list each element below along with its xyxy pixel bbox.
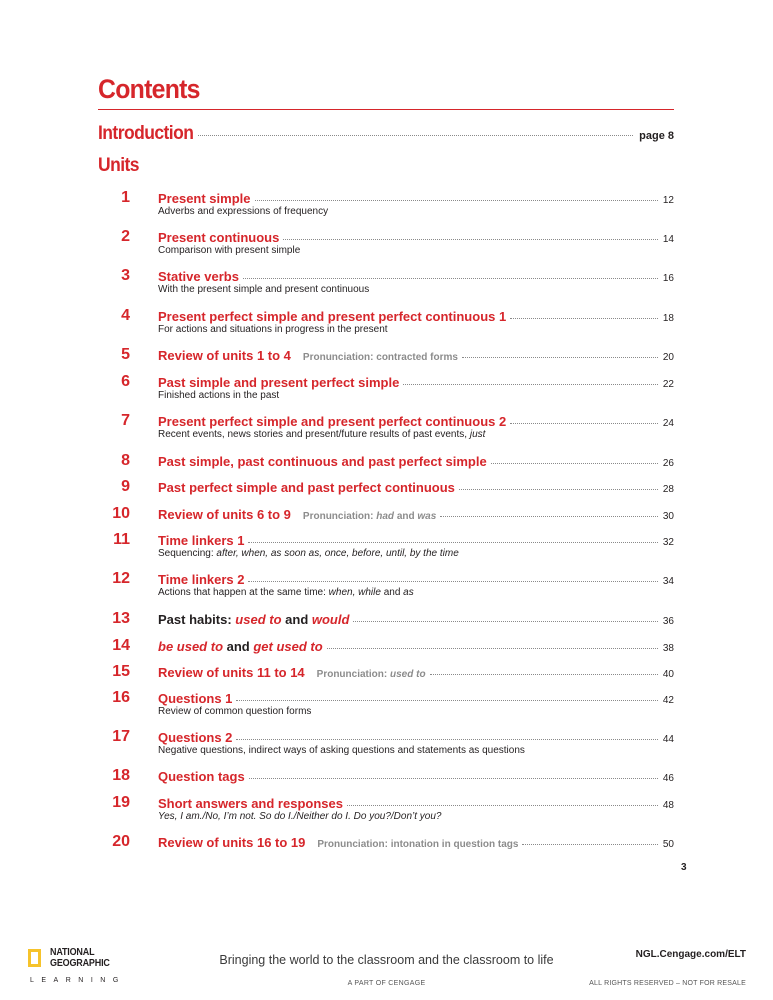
unit-page: 26 xyxy=(662,458,674,469)
dot-leader xyxy=(243,278,658,279)
unit-page: 28 xyxy=(662,484,674,495)
page-number: 3 xyxy=(681,862,687,873)
unit-page: 46 xyxy=(662,773,674,784)
unit-subtitle xyxy=(158,429,485,440)
text-segment: Past habits: xyxy=(158,612,236,627)
unit-page: 32 xyxy=(662,537,674,548)
text-segment: With the present simple and present continuous xyxy=(158,284,370,295)
unit-title-row xyxy=(158,691,674,706)
unit-number: 1 xyxy=(121,189,130,206)
text-segment: Past perfect simple and past perfect continuous xyxy=(158,480,455,495)
footer-url[interactable]: NGL.Cengage.com/ELT xyxy=(635,949,746,960)
unit-number: 6 xyxy=(121,373,130,390)
unit-number: 19 xyxy=(112,794,130,811)
unit-subtitle xyxy=(158,284,369,295)
unit-number: 11 xyxy=(113,531,130,548)
dot-leader xyxy=(327,648,658,649)
unit-number: 5 xyxy=(121,346,130,363)
dot-leader xyxy=(459,489,658,490)
italic-text: get used to xyxy=(253,639,323,654)
text-segment: Time linkers 1 xyxy=(158,533,245,548)
text-segment: Pronunciation: contracted forms xyxy=(302,352,458,363)
unit-number: 14 xyxy=(112,637,130,654)
unit-title xyxy=(158,454,487,469)
text-segment: Review of units 6 to 9 xyxy=(158,507,291,522)
unit-subtitle xyxy=(158,548,459,559)
dot-leader xyxy=(283,239,658,240)
text-segment: and xyxy=(281,612,312,627)
dot-leader xyxy=(353,621,657,622)
text-segment: and xyxy=(394,511,418,522)
text-segment: Recent events, news stories and present/future results of past events, xyxy=(158,429,470,440)
unit-title xyxy=(158,533,244,548)
italic-text: after, when, as soon as, once, before, until, by the time xyxy=(216,548,459,559)
footer-tagline: Bringing the world to the classroom and the classroom to life xyxy=(219,953,554,967)
unit-subtitle xyxy=(158,587,414,598)
unit-title xyxy=(158,480,455,495)
unit-title-row xyxy=(158,309,674,324)
text-segment: Finished actions in the past xyxy=(158,390,280,401)
unit-number: 13 xyxy=(112,610,130,627)
unit-page: 50 xyxy=(662,839,674,850)
unit-title-row xyxy=(158,769,674,784)
unit-title-row xyxy=(158,572,674,587)
italic-text: Yes, I am./No, I’m not. So do I./Neither do I. Do you?/Don’t you? xyxy=(158,811,442,822)
unit-page: 48 xyxy=(662,800,674,811)
text-segment: Comparison with present simple xyxy=(158,245,301,256)
unit-page: 16 xyxy=(662,273,674,284)
text-segment: Adverbs and expressions of frequency xyxy=(158,206,329,217)
text-segment: Questions 2 xyxy=(158,730,233,745)
unit-number: 9 xyxy=(121,478,130,495)
unit-pronunciation xyxy=(303,352,458,363)
unit-title xyxy=(158,665,305,680)
unit-subtitle xyxy=(158,390,279,401)
dot-leader xyxy=(198,135,634,136)
unit-title-row xyxy=(158,454,674,469)
unit-title xyxy=(158,691,232,706)
unit-title-row xyxy=(158,480,674,495)
text-segment: Time linkers 2 xyxy=(158,572,245,587)
text-segment: Pronunciation: intonation in question tags xyxy=(317,839,519,850)
text-segment: Present perfect simple and present perfect continuous 2 xyxy=(158,414,507,429)
unit-page: 30 xyxy=(662,511,674,522)
logo-text-geographic: GEOGRAPHIC xyxy=(50,958,110,969)
dot-leader xyxy=(249,778,658,779)
dot-leader xyxy=(403,384,658,385)
unit-title xyxy=(158,269,239,284)
dot-leader xyxy=(236,739,657,740)
dot-leader xyxy=(248,581,657,582)
footer-rights: ALL RIGHTS RESERVED – NOT FOR RESALE xyxy=(589,980,746,987)
text-segment: Present continuous xyxy=(158,230,280,245)
unit-page: 12 xyxy=(662,195,674,206)
unit-number: 10 xyxy=(112,505,130,522)
unit-title-row xyxy=(158,730,674,745)
text-segment: Past simple, past continuous and past perfect simple xyxy=(158,454,487,469)
footer-cengage: A PART OF CENGAGE xyxy=(347,980,426,987)
unit-title-row xyxy=(158,348,674,363)
unit-number: 7 xyxy=(121,412,130,429)
text-segment: Past simple and present perfect simple xyxy=(158,375,400,390)
dot-leader xyxy=(510,318,658,319)
dot-leader xyxy=(522,844,657,845)
unit-number: 12 xyxy=(112,570,130,587)
unit-title-row xyxy=(158,507,674,522)
unit-title xyxy=(158,769,245,784)
unit-page: 24 xyxy=(662,418,674,429)
dot-leader xyxy=(440,516,658,517)
unit-title xyxy=(158,414,506,429)
text-segment: Review of units 16 to 19 xyxy=(158,835,306,850)
text-segment: Short answers and responses xyxy=(158,796,343,811)
unit-title xyxy=(158,191,251,206)
unit-title xyxy=(158,230,279,245)
unit-title-row xyxy=(158,639,674,654)
dot-leader xyxy=(347,805,658,806)
text-segment: Stative verbs xyxy=(158,269,239,284)
unit-page: 18 xyxy=(662,313,674,324)
introduction-label: Introduction xyxy=(98,123,194,144)
italic-text: be used to xyxy=(158,639,224,654)
unit-title xyxy=(158,572,244,587)
unit-number: 2 xyxy=(121,228,130,245)
dot-leader xyxy=(236,700,657,701)
unit-title-row xyxy=(158,414,674,429)
unit-title xyxy=(158,309,506,324)
unit-page: 22 xyxy=(662,379,674,390)
text-segment: Pronunciation: xyxy=(316,669,390,680)
introduction-entry[interactable] xyxy=(98,123,674,147)
unit-page: 42 xyxy=(662,695,674,706)
text-segment: Sequencing: xyxy=(158,548,217,559)
unit-subtitle xyxy=(158,811,441,822)
unit-subtitle xyxy=(158,324,388,335)
title-rule xyxy=(98,109,674,110)
unit-pronunciation xyxy=(303,511,436,522)
unit-number: 4 xyxy=(121,307,130,324)
unit-page: 20 xyxy=(662,352,674,363)
text-segment: and xyxy=(380,587,404,598)
text-segment: Pronunciation: xyxy=(302,511,377,522)
italic-text: as xyxy=(403,587,414,598)
introduction-page: page 8 xyxy=(639,130,674,142)
italic-text: had xyxy=(376,511,395,522)
unit-title-row xyxy=(158,269,674,284)
unit-page: 44 xyxy=(662,734,674,745)
dot-leader xyxy=(430,674,658,675)
text-segment: Review of common question forms xyxy=(158,706,312,717)
unit-page: 40 xyxy=(662,669,674,680)
unit-title-row xyxy=(158,665,674,680)
italic-text: used to xyxy=(235,612,282,627)
unit-subtitle xyxy=(158,206,328,217)
unit-subtitle xyxy=(158,745,525,756)
text-segment: Actions that happen at the same time: xyxy=(158,587,329,598)
dot-leader xyxy=(255,200,658,201)
text-segment: Review of units 11 to 14 xyxy=(158,665,305,680)
unit-title xyxy=(158,507,291,522)
text-segment: Questions 1 xyxy=(158,691,233,706)
dot-leader xyxy=(462,357,658,358)
unit-number: 3 xyxy=(121,267,130,284)
unit-pronunciation xyxy=(317,839,518,850)
units-heading: Units xyxy=(98,155,139,176)
unit-title xyxy=(158,612,349,627)
unit-page: 34 xyxy=(662,576,674,587)
unit-number: 16 xyxy=(112,689,130,706)
text-segment: For actions and situations in progress in the present xyxy=(158,324,388,335)
unit-title xyxy=(158,796,343,811)
unit-number: 15 xyxy=(112,663,130,680)
page-title: Contents xyxy=(98,74,200,104)
unit-page: 36 xyxy=(662,616,674,627)
text-segment: Present perfect simple and present perfect continuous 1 xyxy=(158,309,507,324)
unit-title xyxy=(158,375,399,390)
unit-title xyxy=(158,835,305,850)
unit-title xyxy=(158,639,323,654)
unit-title xyxy=(158,348,291,363)
text-segment: Negative questions, indirect ways of asking questions and statements as questions xyxy=(158,745,525,756)
unit-number: 20 xyxy=(112,833,130,850)
italic-text: used to xyxy=(390,669,426,680)
dot-leader xyxy=(510,423,658,424)
logo-text-learning: LEARNING xyxy=(30,977,126,984)
unit-title-row xyxy=(158,796,674,811)
italic-text: just xyxy=(469,429,486,440)
unit-number: 17 xyxy=(112,728,130,745)
unit-page: 38 xyxy=(662,643,674,654)
text-segment: Present simple xyxy=(158,191,251,206)
unit-title-row xyxy=(158,230,674,245)
italic-text: would xyxy=(311,612,350,627)
text-segment: and xyxy=(223,639,254,654)
unit-number: 8 xyxy=(121,452,130,469)
unit-title-row xyxy=(158,533,674,548)
italic-text: was xyxy=(417,511,437,522)
text-segment: Review of units 1 to 4 xyxy=(158,348,291,363)
logo-text-national: NATIONAL xyxy=(50,947,95,958)
text-segment: Question tags xyxy=(158,769,245,784)
unit-title xyxy=(158,730,232,745)
unit-subtitle xyxy=(158,706,311,717)
unit-title-row xyxy=(158,835,674,850)
unit-number: 18 xyxy=(112,767,130,784)
italic-text: when, while xyxy=(328,587,381,598)
unit-page: 14 xyxy=(662,234,674,245)
unit-title-row xyxy=(158,191,674,206)
unit-subtitle xyxy=(158,245,300,256)
dot-leader xyxy=(248,542,657,543)
dot-leader xyxy=(491,463,658,464)
unit-pronunciation xyxy=(317,669,426,680)
unit-title-row xyxy=(158,612,674,627)
unit-title-row xyxy=(158,375,674,390)
